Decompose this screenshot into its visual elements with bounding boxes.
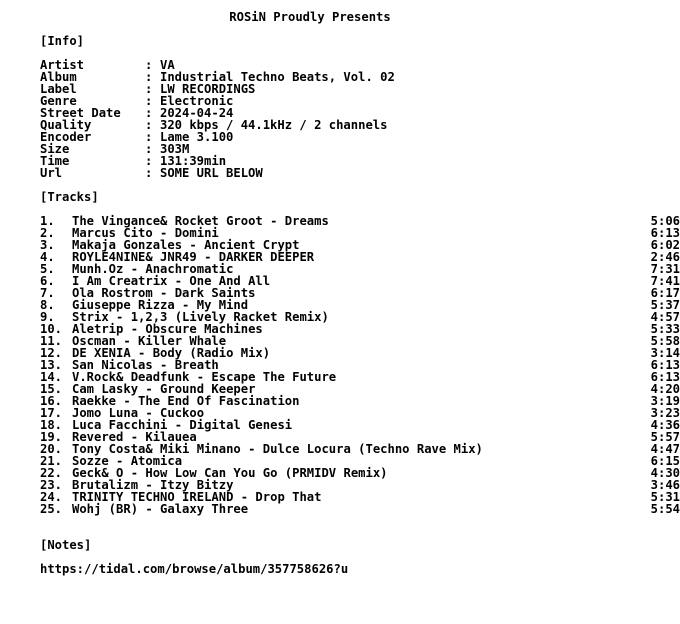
track-duration: 3:46 [650, 478, 680, 492]
track-duration: 6:17 [650, 286, 680, 300]
info-value: VA [160, 58, 175, 72]
info-separator: : [145, 118, 153, 132]
track-duration: 5:33 [650, 322, 680, 336]
info-row [40, 131, 233, 143]
track-number: 8. [40, 298, 55, 312]
track-title: Wohj (BR) - Galaxy Three [72, 502, 249, 516]
track-title: I Am Creatrix - One And All [72, 274, 271, 288]
info-separator: : [145, 106, 153, 120]
info-value: 2024-04-24 [160, 106, 234, 120]
track-title: The Vingance& Rocket Groot - Dreams [72, 214, 329, 228]
track-title: V.Rock& Deadfunk - Escape The Future [72, 370, 337, 384]
tracks-header: [Tracks] [40, 190, 99, 204]
track-duration: 4:30 [650, 466, 680, 480]
track-duration: 7:31 [650, 262, 680, 276]
track-number: 15. [40, 382, 63, 396]
info-value: 320 kbps / 44.1kHz / 2 channels [160, 118, 388, 132]
info-key: Url [40, 166, 63, 180]
track-number: 25. [40, 502, 63, 516]
track-number: 23. [40, 478, 63, 492]
track-title: TRINITY TECHNO IRELAND - Drop That [72, 490, 322, 504]
info-header: [Info] [40, 34, 85, 48]
track-title: Jomo Luna - Cuckoo [72, 406, 205, 420]
track-duration: 3:23 [650, 406, 680, 420]
track-number: 1. [40, 214, 55, 228]
info-value: Industrial Techno Beats, Vol. 02 [160, 70, 395, 84]
track-number: 5. [40, 262, 55, 276]
track-title: Raekke - The End Of Fascination [72, 394, 300, 408]
info-key: Album [40, 70, 77, 84]
info-value: 303M [160, 142, 190, 156]
info-separator: : [145, 94, 153, 108]
info-key: Label [40, 82, 77, 96]
info-value: Lame 3.100 [160, 130, 234, 144]
track-title: DE XENIA - Body (Radio Mix) [72, 346, 271, 360]
track-title: Revered - Kilauea [72, 430, 197, 444]
info-key: Genre [40, 94, 77, 108]
track-title: Makaja Gonzales - Ancient Crypt [72, 238, 300, 252]
track-number: 7. [40, 286, 55, 300]
track-number: 18. [40, 418, 63, 432]
track-number: 20. [40, 442, 63, 456]
info-separator: : [145, 154, 153, 168]
track-title: Strix - 1,2,3 (Lively Racket Remix) [72, 310, 329, 324]
track-title: Munh.Oz - Anachromatic [72, 262, 234, 276]
track-title: Luca Facchini - Digital Genesi [72, 418, 293, 432]
track-duration: 6:13 [650, 370, 680, 384]
track-duration: 4:20 [650, 382, 680, 396]
track-number: 6. [40, 274, 55, 288]
track-duration: 6:15 [650, 454, 680, 468]
track-duration: 5:37 [650, 298, 680, 312]
track-title: Oscman - Killer Whale [72, 334, 227, 348]
track-row [40, 502, 680, 516]
track-title: Brutalizm - Itzy Bitzy [72, 478, 234, 492]
info-value: Electronic [160, 94, 234, 108]
info-separator: : [145, 166, 153, 180]
track-title: Tony Costa& Miki Minano - Dulce Locura (Techno Rave Mix) [72, 442, 483, 456]
track-number: 19. [40, 430, 63, 444]
track-duration: 5:31 [650, 490, 680, 504]
track-duration: 4:57 [650, 310, 680, 324]
track-title: Cam Lasky - Ground Keeper [72, 382, 256, 396]
track-number: 22. [40, 466, 63, 480]
track-number: 9. [40, 310, 55, 324]
info-key: Size [40, 142, 70, 156]
track-number: 3. [40, 238, 55, 252]
info-key: Street Date [40, 106, 121, 120]
track-number: 2. [40, 226, 55, 240]
info-separator: : [145, 82, 153, 96]
track-number: 24. [40, 490, 63, 504]
track-title: Geck& O - How Low Can You Go (PRMIDV Remix) [72, 466, 388, 480]
track-number: 12. [40, 346, 63, 360]
info-value: SOME URL BELOW [160, 166, 263, 180]
track-number: 14. [40, 370, 63, 384]
info-row [40, 167, 263, 179]
track-duration: 5:54 [650, 502, 680, 516]
info-value: LW RECORDINGS [160, 82, 256, 96]
track-number: 4. [40, 250, 55, 264]
track-duration: 5:57 [650, 430, 680, 444]
track-duration: 3:19 [650, 394, 680, 408]
info-separator: : [145, 70, 153, 84]
track-title: Ola Rostrom - Dark Saints [72, 286, 256, 300]
track-number: 21. [40, 454, 63, 468]
info-separator: : [145, 142, 153, 156]
track-number: 11. [40, 334, 63, 348]
notes-url: https://tidal.com/browse/album/357758626?u [40, 562, 349, 576]
track-duration: 6:13 [650, 358, 680, 372]
info-key: Encoder [40, 130, 92, 144]
track-number: 16. [40, 394, 63, 408]
info-key: Quality [40, 118, 92, 132]
track-duration: 6:13 [650, 226, 680, 240]
track-title: Aletrip - Obscure Machines [72, 322, 263, 336]
track-number: 17. [40, 406, 63, 420]
track-title: ROYLE4NINE& JNR49 - DARKER DEEPER [72, 250, 315, 264]
track-duration: 4:47 [650, 442, 680, 456]
track-duration: 5:58 [650, 334, 680, 348]
track-title: Marcus Cito - Domini [72, 226, 219, 240]
info-key: Time [40, 154, 70, 168]
track-duration: 4:36 [650, 418, 680, 432]
notes-header: [Notes] [40, 538, 92, 552]
track-duration: 6:02 [650, 238, 680, 252]
page-title: ROSiN Proudly Presents [229, 10, 391, 24]
track-number: 13. [40, 358, 63, 372]
track-duration: 2:46 [650, 250, 680, 264]
info-key: Artist [40, 58, 85, 72]
track-duration: 7:41 [650, 274, 680, 288]
track-number: 10. [40, 322, 63, 336]
info-value: 131:39min [160, 154, 227, 168]
track-title: San Nicolas - Breath [72, 358, 219, 372]
track-duration: 3:14 [650, 346, 680, 360]
info-separator: : [145, 58, 153, 72]
track-title: Sozze - Atomica [72, 454, 183, 468]
track-duration: 5:06 [650, 214, 680, 228]
info-separator: : [145, 130, 153, 144]
track-title: Giuseppe Rizza - My Mind [72, 298, 249, 312]
